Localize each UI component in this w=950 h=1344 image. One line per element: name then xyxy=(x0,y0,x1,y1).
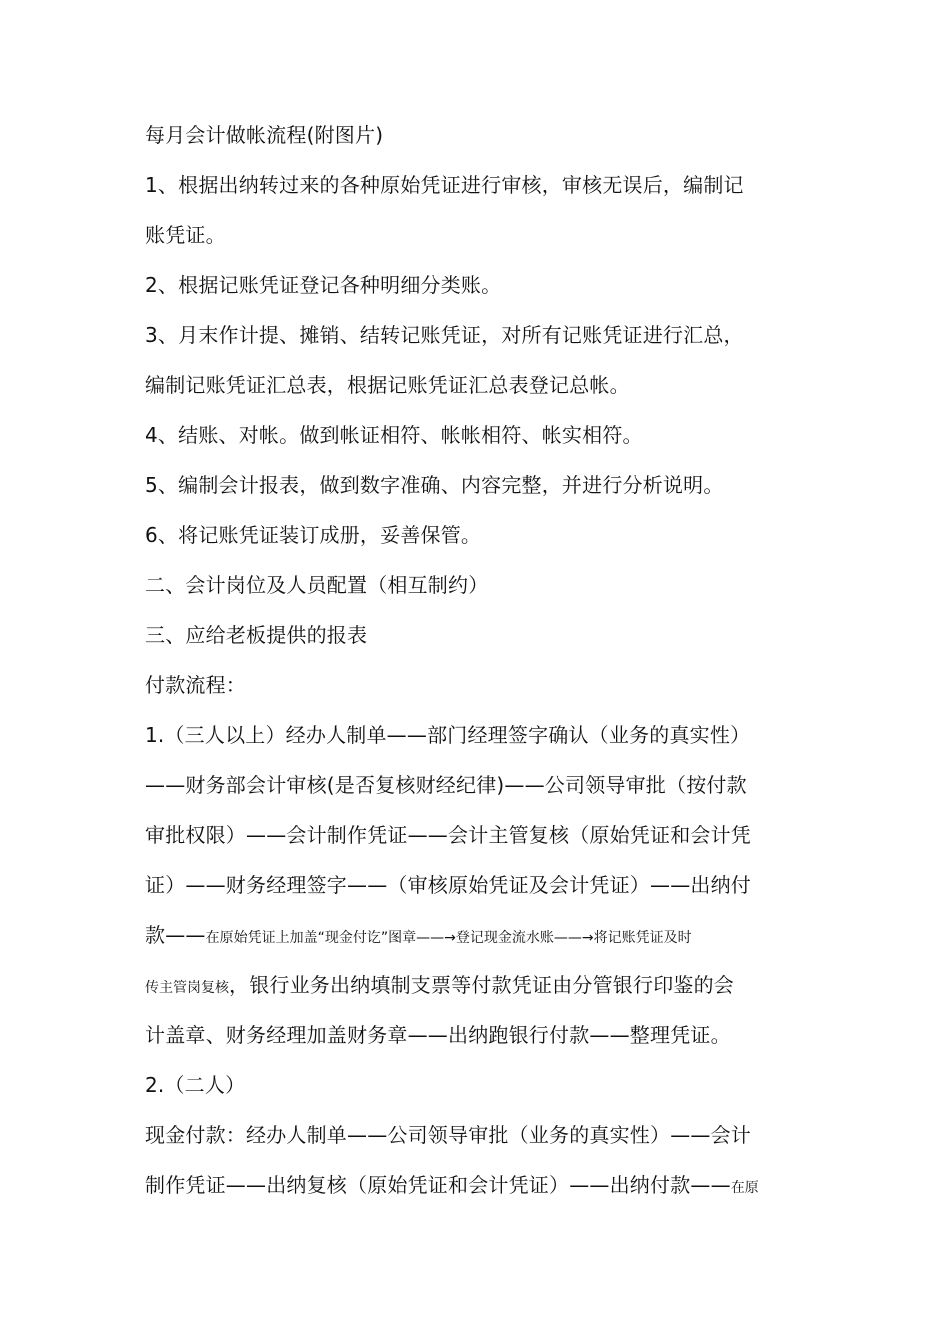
step-6: 6、将记账凭证装订成册，妥善保管。 xyxy=(145,523,482,547)
flow-2-line-2 xyxy=(145,1167,810,1217)
flow-1-line-4: 证）——财务经理签字——（审核原始凭证及会计凭证）——出纳付 xyxy=(145,873,751,897)
document-title: 每月会计做帐流程(附图片) xyxy=(145,123,384,147)
flow-2-line-2-main: 制作凭证——出纳复核（原始凭证和会计凭证）——出纳付款—— xyxy=(145,1173,731,1197)
document-body xyxy=(145,117,810,1217)
flow-1-line-3: 审批权限）——会计制作凭证——会计主管复核（原始凭证和会计凭 xyxy=(145,823,751,847)
step-3-line-1: 3、月末作计提、摊销、结转记账凭证，对所有记账凭证进行汇总， xyxy=(145,323,744,347)
flow-1-line-2: ——财务部会计审核(是否复核财经纪律)——公司领导审批（按付款 xyxy=(145,773,747,797)
flow-2-heading: 2.（二人） xyxy=(145,1073,246,1097)
step-1-line-1: 1、根据出纳转过来的各种原始凭证进行审核，审核无误后，编制记 xyxy=(145,173,744,197)
flow-1-line-6 xyxy=(145,967,810,1017)
flow-1-line-7: 计盖章、财务经理加盖财务章——出纳跑银行付款——整理凭证。 xyxy=(145,1023,731,1047)
flow-1-line-6-note: 传主管岗复核 xyxy=(145,980,229,996)
step-1-line-2: 账凭证。 xyxy=(145,223,226,247)
section-2-heading: 二、会计岗位及人员配置（相互制约） xyxy=(145,573,489,597)
section-3-heading: 三、应给老板提供的报表 xyxy=(145,623,368,647)
step-5: 5、编制会计报表，做到数字准确、内容完整，并进行分析说明。 xyxy=(145,473,724,497)
flow-1-line-1: 1.（三人以上）经办人制单——部门经理签字确认（业务的真实性） xyxy=(145,723,751,747)
flow-2-line-1: 现金付款：经办人制单——公司领导审批（业务的真实性）——会计 xyxy=(145,1123,751,1147)
step-4: 4、结账、对帐。做到帐证相符、帐帐相符、帐实相符。 xyxy=(145,423,643,447)
flow-1-line-5 xyxy=(145,917,810,967)
flow-1-line-5-note: 在原始凭证上加盖“现金付讫”图章——→登记现金流水账——→将记账凭证及时 xyxy=(205,930,692,946)
step-3-line-2: 编制记账凭证汇总表，根据记账凭证汇总表登记总帐。 xyxy=(145,373,630,397)
flow-1-line-6-main: ，银行业务出纳填制支票等付款凭证由分管银行印鉴的会 xyxy=(229,973,734,997)
step-2: 2、根据记账凭证登记各种明细分类账。 xyxy=(145,273,502,297)
flow-1-line-5-main: 款—— xyxy=(145,923,206,947)
payment-process-heading: 付款流程： xyxy=(145,673,246,697)
flow-2-line-2-note: 在原 xyxy=(730,1180,759,1196)
